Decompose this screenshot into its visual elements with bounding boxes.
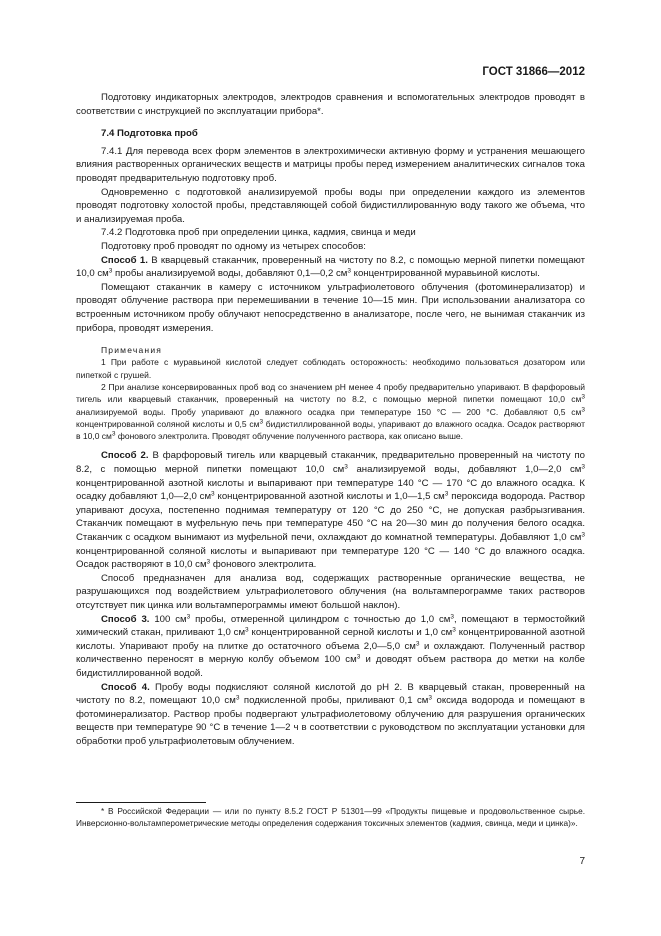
note-1: 1 При работе с муравьиной кислотой следует соблюдать осторожность: необходимо пользоваться дозатором или пипеткой с грушей. — [76, 357, 585, 380]
note-2: 2 При анализе консервированных проб вод со значением pH менее 4 пробу предварительно упаривают. В фарфоровый тигель или кварцевый стаканчик, проверенный на чистоту по 8.2, с помощью мерной пипетки помещают 10,0 $см^3$ анализируемой воды. Пробу упаривают до влажного осадка при температуре 150 °С — 200 °С. Добавляют 0,5 $см^3$ концентрированной соляной кислоты и 0,5 $см^3$ бидистиллированной воды, упаривают до влажного осадка. Осадок растворяют в 10,0 $см^3$ фонового электролита. Проводят облучение полученного раствора, как описано выше. — [76, 381, 585, 442]
method-1-label: Способ 1. — [101, 254, 148, 266]
notes-block — [76, 344, 585, 442]
notes-title: Примечания — [101, 345, 163, 356]
method-2-label: Способ 2. — [101, 450, 149, 462]
method-2-purpose-paragraph: Способ предназначен для анализа вод, содержащих растворенные органические вещества, не разрушающихся под воздействием ультрафиолетового облучения (на вольтамперограмме таких растворов отсутствует пик цинка или вольтамперограммы имеют большой наклон). — [76, 572, 585, 611]
method-4-paragraph: Способ 4. Пробу воды подкисляют соляной кислотой до pH 2. В кварцевый стакан, проверенный на чистоту по 8.2, помещают 10,0 $см^3$ подкисленной пробы, приливают 0,1 $см^3$ оксида водорода и помещают в фотоминерализатор. Раствор пробы подвергают ультрафиолетовому облучению для разрушения органических веществ при температуре 90 °С в течение 1—2 ч в соответствии с руководством по эксплуатации установки для обработки проб ультрафиолетовым облучением. — [76, 681, 586, 747]
footnote-separator — [76, 802, 206, 803]
footnote-text: * В Российской Федерации — или по пункту 8.5.2 ГОСТ Р 51301—99 «Продукты пищевые и продовольственное сырье. Инверсионно-вольтамперометрические методы определения содержания токсичных элементов (кадмия, свинца, меди и цинка)». — [76, 806, 585, 828]
intro-paragraph: Подготовку индикаторных электродов, электродов сравнения и вспомогательных электродов проводят в соответствии с инструкцией по эксплуатации прибора*. — [76, 92, 585, 117]
footnote — [76, 806, 585, 830]
paragraph-blank-sample: Одновременно с подготовкой анализируемой пробы воды при определении каждого из элементов проводят подготовку холостой пробы, представляющей собой бидистиллированную воду такого же объема, что и анализируемая проба. — [76, 186, 585, 225]
method-4-label: Способ 4. — [101, 681, 150, 693]
page-body — [76, 91, 585, 749]
method-3-paragraph: Способ 3. 100 $см^3$ пробы, отмеренной цилиндром с точностью до 1,0 $см^3$, помещают в термостойкий химический стакан, приливают 1,0 $см^3$ концентрированной серной кислоты и 1,0 $см^3$ концентрированной азотной кислоты. Упаривают пробу на плитке до остаточного объема 2,0—5,0 $см^3$ и охлаждают. Полученный раствор количественно переносят в мерную колбу объемом 100 $см^3$ и доводят объем раствора до метки на колбе бидистиллированной водой. — [76, 613, 585, 679]
paragraph-7-4-1: 7.4.1 Для перевода всех форм элементов в электрохимически активную форму и устранения мешающего влияния растворенных органических веществ и матрицы пробы перед измерением аналитических сигналов тока проводят предварительную подготовку проб. — [76, 145, 585, 184]
page-number: 7 — [579, 856, 585, 867]
paragraph-7-4-2: 7.4.2 Подготовка проб при определении цинка, кадмия, свинца и меди — [101, 227, 416, 239]
paragraph-methods-intro: Подготовку проб проводят по одному из четырех способов: — [101, 240, 366, 252]
section-title: 7.4 Подготовка проб — [101, 128, 198, 140]
method-2-paragraph: Способ 2. В фарфоровый тигель или кварцевый стаканчик, предварительно проверенный на чистоту по 8.2, с помощью мерной пипетки помещают 10,0 $см^3$ анализируемой воды, добавляют 1,0—2,0 $см^3$ концентрированной азотной кислоты и выпаривают при температуре 140 °С — 170 °С до влажного осадка. К осадку добавляют 1,0—2,0 $см^3$ концентрированной азотной кислоты и 1,0—1,5 $см^3$ пероксида водорода. Раствор упаривают досуха, постепенно поднимая температуру от 120 °С до 250 °С, не допуская разбрызгивания. Стаканчик помещают в муфельную печь при температуре 450 °С на 20—30 мин до получения белого осадка. Стаканчик с осадком вынимают из муфельной печи, охлаждают до комнатной температуры. Добавляют 1,0 $см^3$ концентрированной соляной кислоты и выпаривают при температуре 120 °С — 140 °С до влажного осадка. Осадок растворяют в 10,0 $см^3$ фонового электролита. — [76, 450, 586, 571]
method-1-paragraph: Способ 1. В кварцевый стаканчик, проверенный на чистоту по 8.2, с помощью мерной пипетки помещают 10,0 $см^3$ пробы анализируемой воды, добавляют 0,1—0,2 $см^3$ концентрированной муравьиной кислоты. — [76, 254, 585, 280]
method-3-label: Способ 3. — [101, 613, 150, 625]
method-1-irradiation-paragraph: Помещают стаканчик в камеру с источником ультрафиолетового облучения (фотоминерализатор) и проводят облучение раствора при перемешивании в течение 10—15 мин. При использовании анализатора со встроенным источником пробу облучают непосредственно в анализаторе, после чего, не вынимая стаканчик из прибора, проводят измерения. — [76, 281, 585, 334]
document-header: ГОСТ 31866—2012 — [482, 66, 585, 78]
